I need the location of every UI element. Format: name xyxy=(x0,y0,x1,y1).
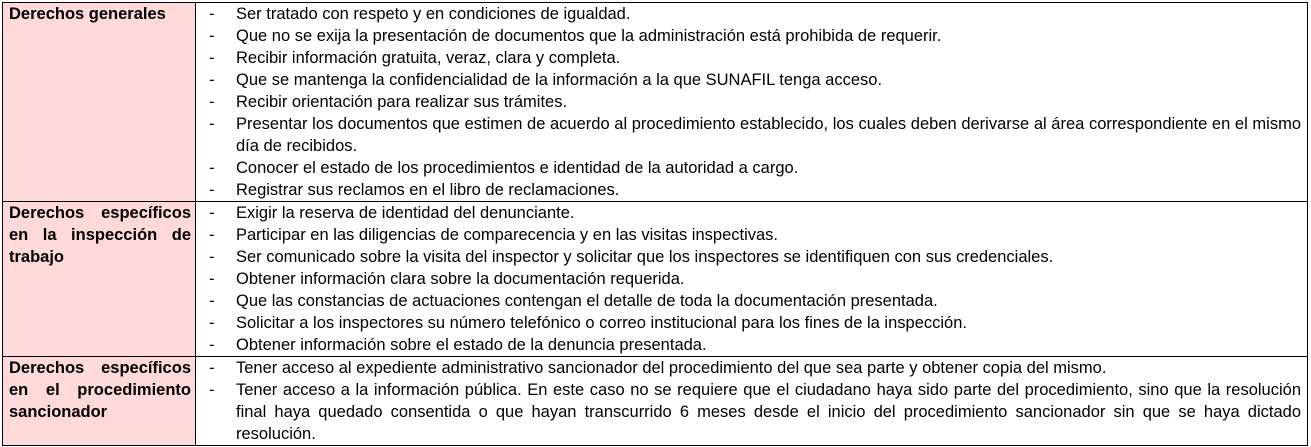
list-item xyxy=(196,312,1301,334)
bullet-dash: - xyxy=(209,381,215,399)
list-item xyxy=(196,47,1301,69)
bullet-dash: - xyxy=(209,248,215,266)
bullet-dash: - xyxy=(209,204,215,222)
list-item xyxy=(196,69,1301,91)
rights-list xyxy=(196,202,1301,356)
rights-list xyxy=(196,3,1301,201)
list-item xyxy=(196,290,1301,312)
category-cell xyxy=(3,357,196,446)
list-item-text: Tener acceso a la información pública. En este caso no se requiere que el ciudadano haya sido parte del procedimiento, sino que la resolución final haya quedado consentida o que hayan transcurrido 6 meses desde el inicio del procedimiento sancionador sin que se haya dictado resolución. xyxy=(236,381,1301,443)
table-row xyxy=(3,202,1308,357)
list-item xyxy=(196,25,1301,47)
table-row xyxy=(3,3,1308,202)
bullet-dash: - xyxy=(209,181,215,199)
bullet-dash: - xyxy=(209,27,215,45)
list-item-text: Presentar los documentos que estimen de acuerdo al procedimiento establecido, los cuales deben derivarse al área correspondiente en el mismo día de recibidos. xyxy=(236,115,1301,155)
bullet-dash: - xyxy=(209,115,215,133)
list-item-text: Recibir información gratuita, veraz, clara y completa. xyxy=(236,49,621,67)
bullet-dash: - xyxy=(209,159,215,177)
bullet-dash: - xyxy=(209,226,215,244)
category-cell xyxy=(3,202,196,357)
bullet-dash: - xyxy=(209,93,215,111)
list-item-text: Que no se exija la presentación de documentos que la administración está prohibida de requerir. xyxy=(236,27,942,45)
category-label: Derechos específicos en el procedimiento sancionador xyxy=(9,359,191,421)
list-item xyxy=(196,357,1301,379)
list-item-text: Solicitar a los inspectores su número telefónico o correo institucional para los fines de la inspección. xyxy=(236,314,967,332)
list-item xyxy=(196,113,1301,157)
list-item xyxy=(196,3,1301,25)
category-label: Derechos generales xyxy=(9,5,166,23)
list-item-text: Ser tratado con respeto y en condiciones de igualdad. xyxy=(236,5,631,23)
list-item-text: Participar en las diligencias de comparecencia y en las visitas inspectivas. xyxy=(236,226,779,244)
bullet-dash: - xyxy=(209,49,215,67)
category-cell xyxy=(3,3,196,202)
category-label: Derechos específicos en la inspección de trabajo xyxy=(9,204,191,266)
bullet-dash: - xyxy=(209,314,215,332)
items-cell xyxy=(196,3,1308,202)
rights-table xyxy=(2,2,1308,446)
items-cell xyxy=(196,202,1308,357)
list-item xyxy=(196,179,1301,201)
list-item xyxy=(196,202,1301,224)
list-item xyxy=(196,268,1301,290)
list-item-text: Registrar sus reclamos en el libro de reclamaciones. xyxy=(236,181,620,199)
bullet-dash: - xyxy=(209,71,215,89)
list-item-text: Exigir la reserva de identidad del denunciante. xyxy=(236,204,575,222)
list-item-text: Que se mantenga la confidencialidad de la información a la que SUNAFIL tenga acceso. xyxy=(236,71,883,89)
bullet-dash: - xyxy=(209,336,215,354)
list-item-text: Ser comunicado sobre la visita del inspector y solicitar que los inspectores se identifiquen con sus credenciales. xyxy=(236,248,1054,266)
rights-list xyxy=(196,357,1301,445)
bullet-dash: - xyxy=(209,270,215,288)
table-row xyxy=(3,357,1308,446)
list-item xyxy=(196,157,1301,179)
list-item-text: Recibir orientación para realizar sus trámites. xyxy=(236,93,568,111)
bullet-dash: - xyxy=(209,292,215,310)
bullet-dash: - xyxy=(209,359,215,377)
list-item xyxy=(196,379,1301,445)
list-item xyxy=(196,224,1301,246)
bullet-dash: - xyxy=(209,5,215,23)
list-item xyxy=(196,246,1301,268)
list-item-text: Que las constancias de actuaciones contengan el detalle de toda la documentación presentada. xyxy=(236,292,938,310)
list-item xyxy=(196,334,1301,356)
rights-table-body xyxy=(3,3,1308,446)
items-cell xyxy=(196,357,1308,446)
list-item-text: Tener acceso al expediente administrativo sancionador del procedimiento del que sea parte y obtener copia del mismo. xyxy=(236,359,1107,377)
list-item-text: Conocer el estado de los procedimientos e identidad de la autoridad a cargo. xyxy=(236,159,799,177)
list-item-text: Obtener información clara sobre la documentación requerida. xyxy=(236,270,685,288)
list-item xyxy=(196,91,1301,113)
list-item-text: Obtener información sobre el estado de la denuncia presentada. xyxy=(236,336,707,354)
